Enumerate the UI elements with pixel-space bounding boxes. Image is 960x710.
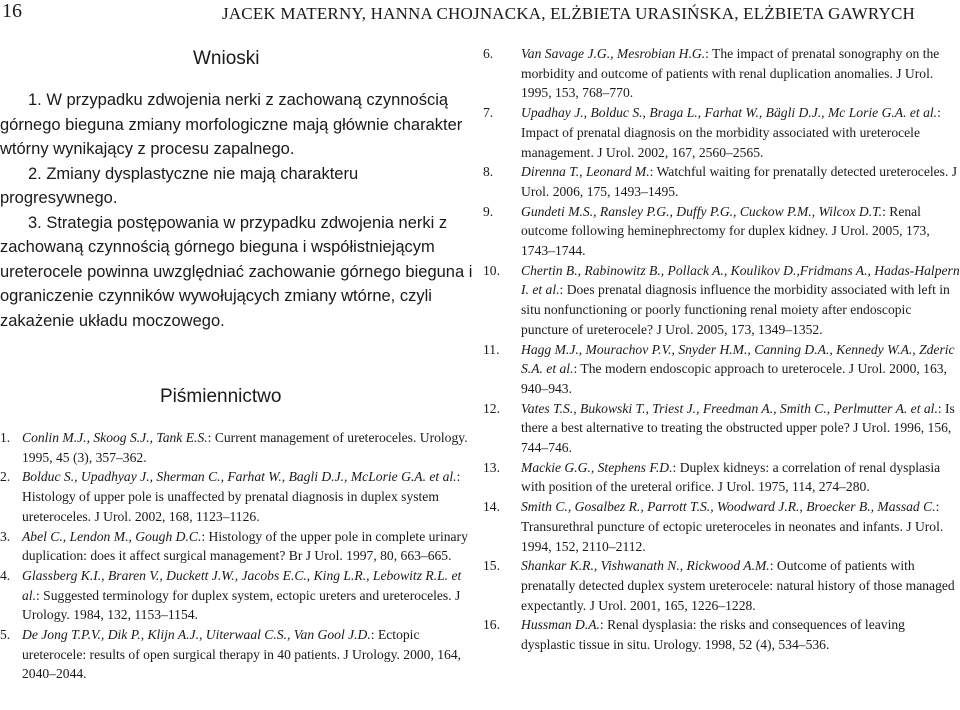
reference-text: : Outcome of patients with prenatally detected duplex system ureterocele: natural history of those managed expectantly. J Urol. 2001, 165, 1226–1228. <box>521 558 955 613</box>
reference-text: : Renal outcome following heminephrectomy for duplex kidney. J Urol. 2005, 173, 1743–1744. <box>521 203 930 259</box>
reference-number: 14. <box>483 499 500 515</box>
reference-number: 6. <box>483 46 494 61</box>
reference-number: 8. <box>483 164 494 180</box>
reference-item <box>483 340 960 399</box>
page-header <box>0 0 960 30</box>
reference-authors: Smith C., Gosalbez R., Parrott T.S., Woodward J.R., Broecker B., Massad C. <box>521 499 936 515</box>
reference-authors: Bolduc S., Upadhyay J., Sherman C., Farhat W., Bagli D.J., McLorie G.A. et al. <box>22 469 457 485</box>
reference-item <box>483 261 960 340</box>
reference-number: 13. <box>483 459 500 475</box>
page-number: 16 <box>2 0 22 22</box>
reference-authors: Hagg M.J., Mourachov P.V., Snyder H.M., Canning D.A., Kennedy W.A., Zderic S.A. et al. <box>521 341 955 377</box>
reference-text: : Ectopic ureterocele: results of open surgical therapy in 40 patients. J Urology. 2000, 164, 2040–2044. <box>22 627 462 682</box>
reference-item <box>483 44 960 103</box>
reference-item <box>0 428 474 467</box>
reference-authors: Abel C., Lendon M., Gough D.C. <box>22 528 202 544</box>
reference-number: 16. <box>483 617 500 633</box>
reference-authors: Hussman D.A. <box>521 617 600 633</box>
reference-number: 12. <box>483 400 500 416</box>
reference-item <box>483 162 960 201</box>
reference-item <box>483 458 960 497</box>
reference-item <box>483 202 960 261</box>
reference-authors: Glassberg K.I., Braren V., Duckett J.W., Jacobs E.C., King L.R., Lebowitz R.L. et al. <box>22 567 462 603</box>
reference-authors: De Jong T.P.V., Dik P., Klijn A.J., Uiterwaal C.S., Van Gool J.D. <box>22 627 371 643</box>
reference-authors: Van Savage J.G., Mesrobian H.G. <box>521 46 706 61</box>
reference-item <box>0 467 474 526</box>
references-list-left <box>0 428 474 684</box>
conclusions-heading: Wnioski <box>193 48 260 69</box>
references-list-right <box>483 44 960 655</box>
running-head: JACEK MATERNY, HANNA CHOJNACKA, ELŻBIETA URASIŃSKA, ELŻBIETA GAWRYCH <box>222 4 915 23</box>
reference-authors: Mackie G.G., Stephens F.D. <box>521 459 673 475</box>
reference-text: : Transurethral puncture of ectopic ureteroceles in neonates and infants. J Urol. 1994, 152, 2110–2112. <box>521 499 944 554</box>
reference-authors: Chertin B., Rabinowitz B., Pollack A., Koulikov D.,Fridmans A., Hadas-Halpern I. et al. <box>521 262 960 298</box>
reference-number: 5. <box>0 627 11 643</box>
reference-item <box>483 497 960 556</box>
reference-authors: Conlin M.J., Skoog S.J., Tank E.S. <box>22 430 208 445</box>
references-heading: Piśmiennictwo <box>160 386 282 407</box>
conclusion-item: 3. Strategia postępowania w przypadku zdwojenia nerki z zachowaną czynnością górnego bieguna i współistniejącym ureterocele powinna uwzględniać zachowanie górnego bieguna i ograniczenie czynników wywołujących zmiany wtórne, czyli zakażenie układu moczowego. <box>0 213 473 330</box>
reference-number: 9. <box>483 203 494 219</box>
reference-authors: Upadhay J., Bolduc S., Braga L., Farhat W., Bägli D.J., Mc Lorie G.A. et al. <box>521 105 938 121</box>
reference-number: 3. <box>0 528 11 544</box>
reference-item <box>0 566 474 625</box>
reference-text: : Histology of upper pole is unaffected by prenatal diagnosis in duplex system ureteroceles. J Urol. 2002, 168, 1123–1126. <box>22 469 461 524</box>
reference-item <box>483 556 960 615</box>
reference-text: : Watchful waiting for prenatally detected ureteroceles. J Urol. 2006, 175, 1493–1495. <box>521 164 958 199</box>
reference-item <box>0 527 474 566</box>
reference-text: : Is there a best alternative to treating the obstructed upper pole? J Urol. 1996, 156, 744–746. <box>521 400 955 456</box>
reference-text: : The modern endoscopic approach to ureterocele. J Urol. 2000, 163, 940–943. <box>521 361 947 396</box>
reference-item <box>483 615 960 654</box>
reference-text: : Impact of prenatal diagnosis on the morbidity associated with ureterocele management. J Urol. 2002, 167, 2560–2565. <box>521 105 941 160</box>
reference-authors: Gundeti M.S., Ransley P.G., Duffy P.G., Cuckow P.M., Wilcox D.T. <box>521 203 883 219</box>
reference-text: : Current management of ureteroceles. Urology. 1995, 45 (3), 357–362. <box>22 430 468 465</box>
reference-text: : Suggested terminology for duplex system, ectopic ureters and ureteroceles. J Urology. 1984, 132, 1153–1154. <box>22 587 461 623</box>
reference-text: : The impact of prenatal sonography on the morbidity and outcome of patients with renal duplication anomalies. J Urol. 1995, 153, 768–770. <box>521 46 940 101</box>
reference-text: : Does prenatal diagnosis influence the morbidity associated with left in situ nonfunctioning or poorly functioning renal moiety after endoscopic puncture of ureterocele? J Urol. 2005, 173, 1349–1352. <box>521 282 950 337</box>
reference-text: : Renal dysplasia: the risks and consequences of leaving dysplastic tissue in situ. Urology. 1998, 52 (4), 534–536. <box>521 617 905 653</box>
reference-number: 4. <box>0 567 11 583</box>
reference-authors: Shankar K.R., Vishwanath N., Rickwood A.M. <box>521 558 770 574</box>
reference-number: 2. <box>0 469 11 485</box>
reference-number: 15. <box>483 558 500 574</box>
reference-number: 10. <box>483 262 500 278</box>
conclusions-list <box>0 88 474 333</box>
reference-item <box>483 399 960 458</box>
reference-text: : Histology of the upper pole in complete urinary duplication: does it affect surgical management? Br J Urol. 1997, 80, 663–665. <box>22 528 468 564</box>
conclusion-item: 2. Zmiany dysplastyczne nie mają charakteru progresywnego. <box>0 164 359 207</box>
reference-number: 1. <box>0 430 11 445</box>
reference-item <box>483 103 960 162</box>
reference-item <box>0 625 474 684</box>
reference-number: 11. <box>483 341 500 357</box>
reference-text: : Duplex kidneys: a correlation of renal dysplasia with position of the ureteral orifice. J Urol. 1975, 114, 274–280. <box>521 459 941 495</box>
conclusion-item: 1. W przypadku zdwojenia nerki z zachowaną czynnością górnego bieguna zmiany morfologiczne mają głównie charakter wtórny wynikający z procesu zapalnego. <box>0 91 463 158</box>
reference-number: 7. <box>483 105 494 121</box>
reference-authors: Direnna T., Leonard M. <box>521 164 650 180</box>
reference-authors: Vates T.S., Bukowski T., Triest J., Freedman A., Smith C., Perlmutter A. et al. <box>521 400 938 416</box>
